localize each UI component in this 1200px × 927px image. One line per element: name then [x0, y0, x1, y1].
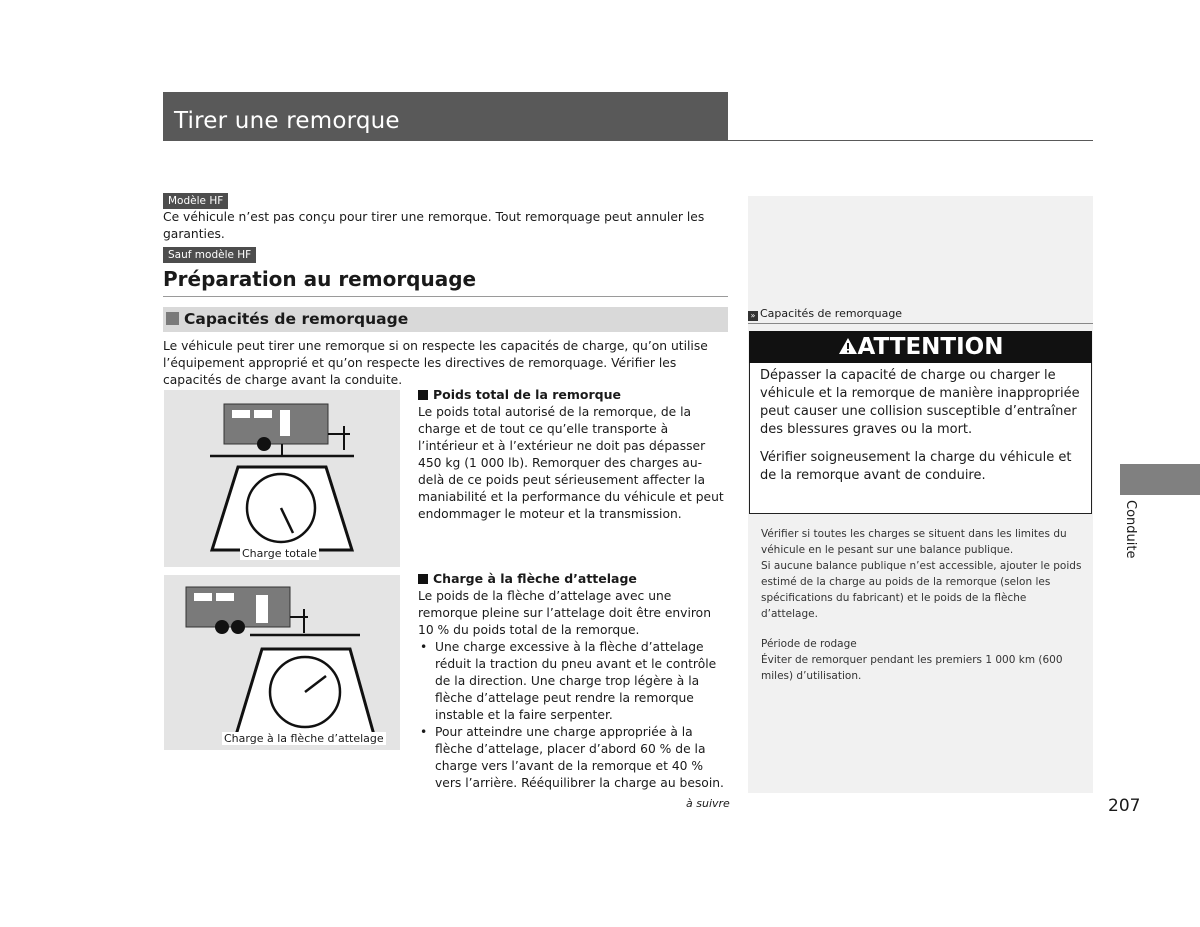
- subsection-square-icon: [166, 312, 179, 325]
- page-title: Tirer une remorque: [174, 108, 400, 134]
- except-hf-tag: Sauf modèle HF: [163, 247, 256, 263]
- chapter-label-text: Conduite: [1123, 500, 1138, 559]
- warning-triangle-icon: [838, 337, 858, 355]
- tongue-bullet-1: • Une charge excessive à la flèche d’attelage réduit la traction du pneu avant et le contrôle de la direction. Une charge trop légère à la flèche d’attelage peut rendre la remorque instable et la faire serpenter.: [418, 639, 728, 724]
- square-bullet-icon: [418, 574, 428, 584]
- chapter-tab: [1120, 464, 1200, 495]
- section-title: Préparation au remorquage: [163, 267, 477, 291]
- tongue-bullet-2: • Pour atteindre une charge appropriée à la flèche d’attelage, placer d’abord 60 % de la charge vers l’avant de la remorque et 40 % vers l’arrière. Rééquilibrer la charge au besoin.: [418, 724, 728, 792]
- total-weight-text: Le poids total autorisé de la remorque, de la charge et de tout ce qu’elle transporte à l’intérieur et à l’extérieur ne doit pas dépasser 450 kg (1 000 lb). Remorquer des charges au-delà de ce poids peut sérieusement affecter la maniabilité et la performance du véhicule et peut endommager le moteur et la transmission.: [418, 405, 724, 521]
- tongue-load-caption: Charge à la flèche d’attelage: [224, 732, 384, 745]
- page-number: 207: [1108, 796, 1141, 816]
- warning-text-2: Vérifier soigneusement la charge du véhicule et de la remorque avant de conduire.: [760, 450, 1072, 483]
- total-weight-heading: [418, 387, 621, 402]
- breakin-text: Éviter de remorquer pendant les premiers 1 000 km (600 miles) d’utilisation.: [761, 654, 1063, 682]
- model-hf-text: Ce véhicule n’est pas conçu pour tirer une remorque. Tout remorquage peut annuler les garanties.: [163, 210, 705, 241]
- tongue-scale-icon: [164, 575, 400, 750]
- sidebar-note-1: Vérifier si toutes les charges se situent dans les limites du véhicule en le pesant sur une balance publique.: [761, 528, 1067, 556]
- trailer-scale-icon: [164, 390, 400, 567]
- total-weight-title: Poids total de la remorque: [433, 387, 621, 402]
- title-rule: [163, 140, 1093, 141]
- intro-text: Le véhicule peut tirer une remorque si on respecte les capacités de charge, qu’on utilise l’équipement approprié et qu’on respecte les directives de remorquage. Vérifier les capacités de charge avant la conduite.: [163, 339, 708, 387]
- tongue-load-figure: [164, 575, 400, 750]
- reference-arrow-icon: »: [748, 311, 758, 321]
- tongue-load-title: Charge à la flèche d’attelage: [433, 571, 637, 586]
- warning-body: [760, 367, 1084, 485]
- total-weight-caption: Charge totale: [242, 547, 317, 560]
- square-bullet-icon: [418, 390, 428, 400]
- attention-label: ATTENTION: [857, 334, 1004, 360]
- model-hf-tag: Modèle HF: [163, 193, 228, 209]
- breakin-title: Période de rodage: [761, 638, 857, 650]
- subsection-title: Capacités de remorquage: [184, 310, 409, 328]
- total-weight-figure: [164, 390, 400, 567]
- sidebar-ref-title: Capacités de remorquage: [760, 307, 903, 320]
- tongue-load-heading: [418, 571, 637, 586]
- sidebar-rule: [748, 323, 1093, 324]
- tongue-load-paragraph: Le poids de la flèche d’attelage avec une remorque pleine sur l’attelage doit être environ 10 % du poids total de la remorque.: [418, 589, 711, 637]
- section-rule: [163, 296, 728, 297]
- continue-label: à suivre: [686, 797, 730, 810]
- attention-header: [749, 331, 1092, 363]
- sidebar-notes: [761, 526, 1086, 684]
- sidebar-ref: [748, 307, 902, 321]
- warning-text-1: Dépasser la capacité de charge ou charger le véhicule et la remorque de manière inappropriée peut causer une collision susceptible d’entraîner des blessures graves ou la mort.: [760, 368, 1080, 437]
- chapter-label: [1120, 500, 1140, 570]
- tongue-load-text: [418, 588, 728, 792]
- sidebar-note-2: Si aucune balance publique n’est accessible, ajouter le poids estimé de la charge au poids de la remorque (selon les spécifications du fabricant) et le poids de la flèche d’attelage.: [761, 560, 1082, 620]
